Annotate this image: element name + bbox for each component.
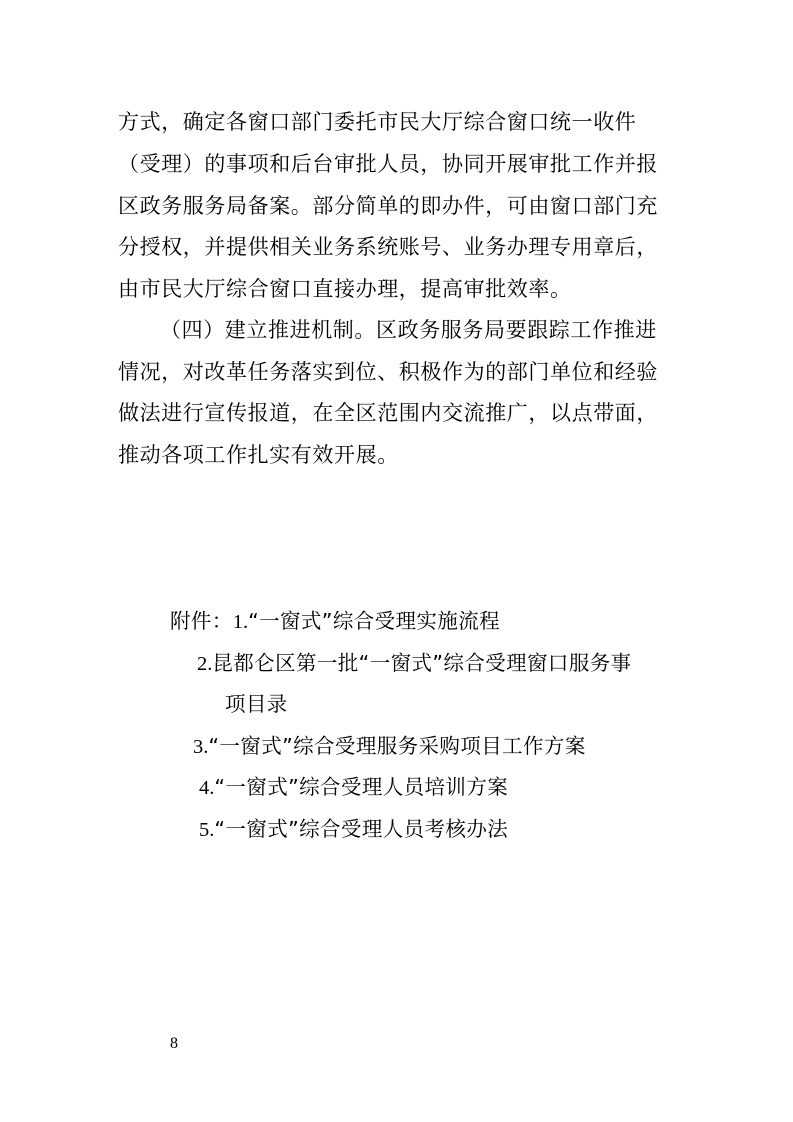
attachment-title: “一窗式”综合受理人员培训方案 (214, 775, 509, 799)
attachment-item-2-continuation (225, 689, 288, 719)
attachment-item-1 (170, 606, 500, 637)
attachment-item-5 (199, 814, 508, 845)
attachment-title: “一窗式”综合受理服务采购项目工作方案 (208, 734, 586, 758)
attachment-number: 1. (232, 611, 249, 633)
attachment-number: 5. (199, 819, 215, 841)
attachment-number: 2. (197, 653, 213, 675)
attachment-title: “一窗式”综合受理实施流程 (248, 609, 501, 633)
attachment-title: “一窗式”综合受理人员考核办法 (214, 817, 509, 841)
body-line-9: 推动各项工作扎实有效开展。 (118, 443, 399, 467)
attachment-number: 4. (199, 777, 215, 799)
body-line-3: 区政务服务局备案。部分简单的即办件，可由窗口部门充 (118, 194, 658, 218)
body-line-7: 情况，对改革任务落实到位、积极作为的部门单位和经验 (118, 360, 658, 384)
body-line-1: 方式，确定各窗口部门委托市民大厅综合窗口统一收件 (118, 110, 637, 134)
body-line-2: （受理）的事项和后台审批人员，协同开展审批工作并报 (118, 152, 658, 176)
attachment-number: 3. (193, 736, 209, 758)
attachment-item-2 (197, 648, 632, 679)
attachment-label: 附件： (170, 609, 233, 633)
attachment-item-3 (193, 731, 586, 762)
body-line-8: 做法进行宣传报道，在全区范围内交流推广，以点带面， (118, 401, 658, 425)
body-line-6: （四）建立推进机制。区政务服务局要跟踪工作推进 (160, 318, 657, 342)
attachment-item-4 (199, 772, 508, 803)
page-number: 8 (170, 1035, 178, 1052)
attachment-title: 项目录 (225, 692, 288, 716)
attachment-title: 昆都仑区第一批“一窗式”综合受理窗口服务事 (212, 651, 632, 675)
body-line-5: 由市民大厅综合窗口直接办理，提高审批效率。 (118, 277, 572, 301)
body-line-4: 分授权，并提供相关业务系统账号、业务办理专用章后， (118, 235, 658, 259)
